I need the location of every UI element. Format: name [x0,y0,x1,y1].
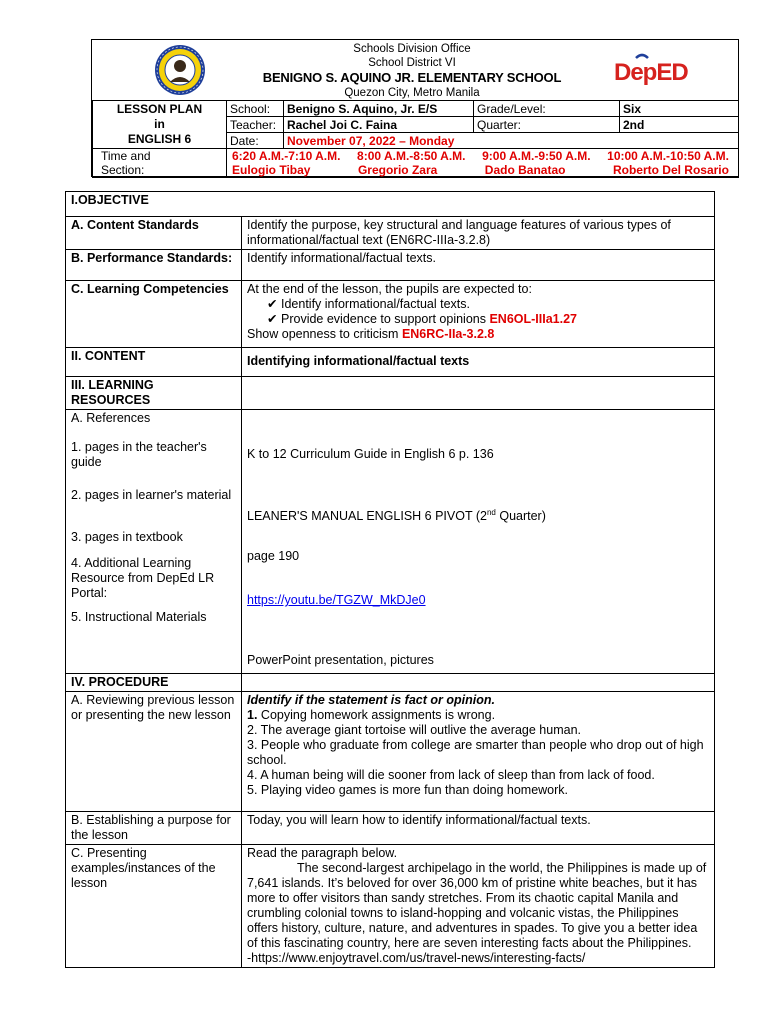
header-banner [92,40,738,100]
time-slot-3: 9:00 A.M.-9:50 A.M. [482,149,591,163]
time-slot-4: 10:00 A.M.-10:50 A.M. [607,149,729,163]
lesson-plan-body [65,191,715,968]
lm-value: LEANER'S MANUAL ENGLISH 6 PIVOT (2nd Quarter) [247,508,546,524]
examples-label: C. Presenting examples/instances of the lesson [66,845,242,968]
district-name: School District VI [368,57,456,69]
portal-link[interactable]: https://youtu.be/TGZW_MkDJe0 [247,593,426,607]
svg-text:DepED: DepED [614,59,688,86]
section-3: Dado Banatao [484,163,566,177]
competencies-intro: At the end of the lesson, the pupils are expected to: [247,282,532,296]
school-seal-icon [154,44,206,96]
portal-label: 4. Additional Learning Resource from DepEd LR Portal: [71,556,215,600]
content-value: Identifying informational/factual texts [242,348,715,377]
objective-heading: I.OBJECTIVE [66,192,715,217]
tb-label: 3. pages in textbook [71,530,183,544]
purpose-label: B. Establishing a purpose for the lesson [66,812,242,845]
references-labels [66,410,242,674]
lesson-info-table [92,100,739,178]
time-section-label: Time and Section: [93,149,227,178]
review-item: 5. Playing video games is more fun than doing homework. [247,783,569,797]
examples-intro: Read the paragraph below. [247,846,398,860]
review-item: 3. People who graduate from college are smarter than people who drop out of high school. [247,738,704,767]
time-slot-2: 8:00 A.M.-8:50 A.M. [357,149,466,163]
lesson-plan-title: LESSON PLAN in ENGLISH 6 [93,101,227,149]
examples-value [242,845,715,968]
lesson-plan-header [91,39,739,177]
office-name: Schools Division Office [353,43,471,55]
review-item: 2. The average giant tortoise will outlive the average human. [247,723,581,737]
date-value: November 07, 2022 – Monday [284,133,739,149]
teacher-label: Teacher: [227,117,284,133]
tg-label: 1. pages in the teacher's guide [71,440,207,469]
learning-resources-empty [242,377,715,410]
section-1: Eulogio Tibay [232,163,311,177]
learning-resources-heading: III. LEARNING RESOURCES [66,377,242,410]
checkmark-icon: ✔ [267,312,278,326]
lm-label: 2. pages in learner's material [71,488,232,502]
content-heading: II. CONTENT [66,348,242,377]
competency-item: Show openness to criticism EN6RC-IIa-3.2.8 [247,327,495,341]
competency-item: ✔ Identify informational/factual texts. [267,297,470,311]
school-name: BENIGNO S. AQUINO JR. ELEMENTARY SCHOOL [262,70,562,85]
learning-competencies-value [242,281,715,348]
content-standards-label: A. Content Standards [66,217,242,250]
teacher-value: Rachel Joi C. Faina [284,117,474,133]
materials-value: PowerPoint presentation, pictures [247,653,434,667]
competency-item: ✔ Provide evidence to support opinions EN6OL-IIIa1.27 [267,312,578,326]
procedure-empty [242,674,715,692]
performance-standards-label: B. Performance Standards: [66,250,242,281]
quarter-label: Quarter: [474,117,620,133]
review-label: A. Reviewing previous lesson or presenting the new lesson [66,692,242,812]
purpose-value: Today, you will learn how to identify informational/factual texts. [242,812,715,845]
school-label: School: [227,101,284,117]
grade-value: Six [620,101,739,117]
grade-label: Grade/Level: [474,101,620,117]
references-values [242,410,715,674]
examples-paragraph: The second-largest archipelago in the world, the Philippines is made up of 7,641 islands. It’s beloved for over 36,000 km of pristine white beaches, but it has more to offer visitors than sandy stretches. From its chaotic capital Manila and crumbling colonial towns to island-hopping and volcanic vistas, the Philippines offers history, culture, nature, and adventures in spades. To give you a better idea of this fascinating country, here are seven interesting facts about the Philippines. [247,861,707,950]
checkmark-icon: ✔ [267,297,278,311]
tb-value: page 190 [247,549,300,563]
examples-source: -https://www.enjoytravel.com/us/travel-news/interesting-facts/ [247,951,586,965]
section-2: Gregorio Zara [357,163,438,177]
tg-value: K to 12 Curriculum Guide in English 6 p. 136 [247,447,494,461]
materials-label: 5. Instructional Materials [71,610,207,624]
content-standards-value: Identify the purpose, key structural and language features of various types of informational/factual text (EN6RC-IIIa-3.2.8) [242,217,715,250]
deped-logo-icon [614,50,706,90]
school-value: Benigno S. Aquino, Jr. E/S [284,101,474,117]
quarter-value: 2nd [620,117,739,133]
procedure-heading: IV. PROCEDURE [66,674,242,692]
learning-competencies-label: C. Learning Competencies [66,281,242,348]
date-label: Date: [227,133,284,149]
review-item: 4. A human being will die sooner from lack of sleep than from lack of food. [247,768,655,782]
time-section-values [227,149,739,178]
review-title: Identify if the statement is fact or opinion. [247,693,495,707]
references-label: A. References [71,411,151,425]
time-slot-1: 6:20 A.M.-7:10 A.M. [232,149,341,163]
city-name: Quezon City, Metro Manila [344,87,480,99]
section-4: Roberto Del Rosario [612,163,729,177]
review-value [242,692,715,812]
review-item: 1. Copying homework assignments is wrong. [247,708,496,722]
performance-standards-value: Identify informational/factual texts. [242,250,715,281]
